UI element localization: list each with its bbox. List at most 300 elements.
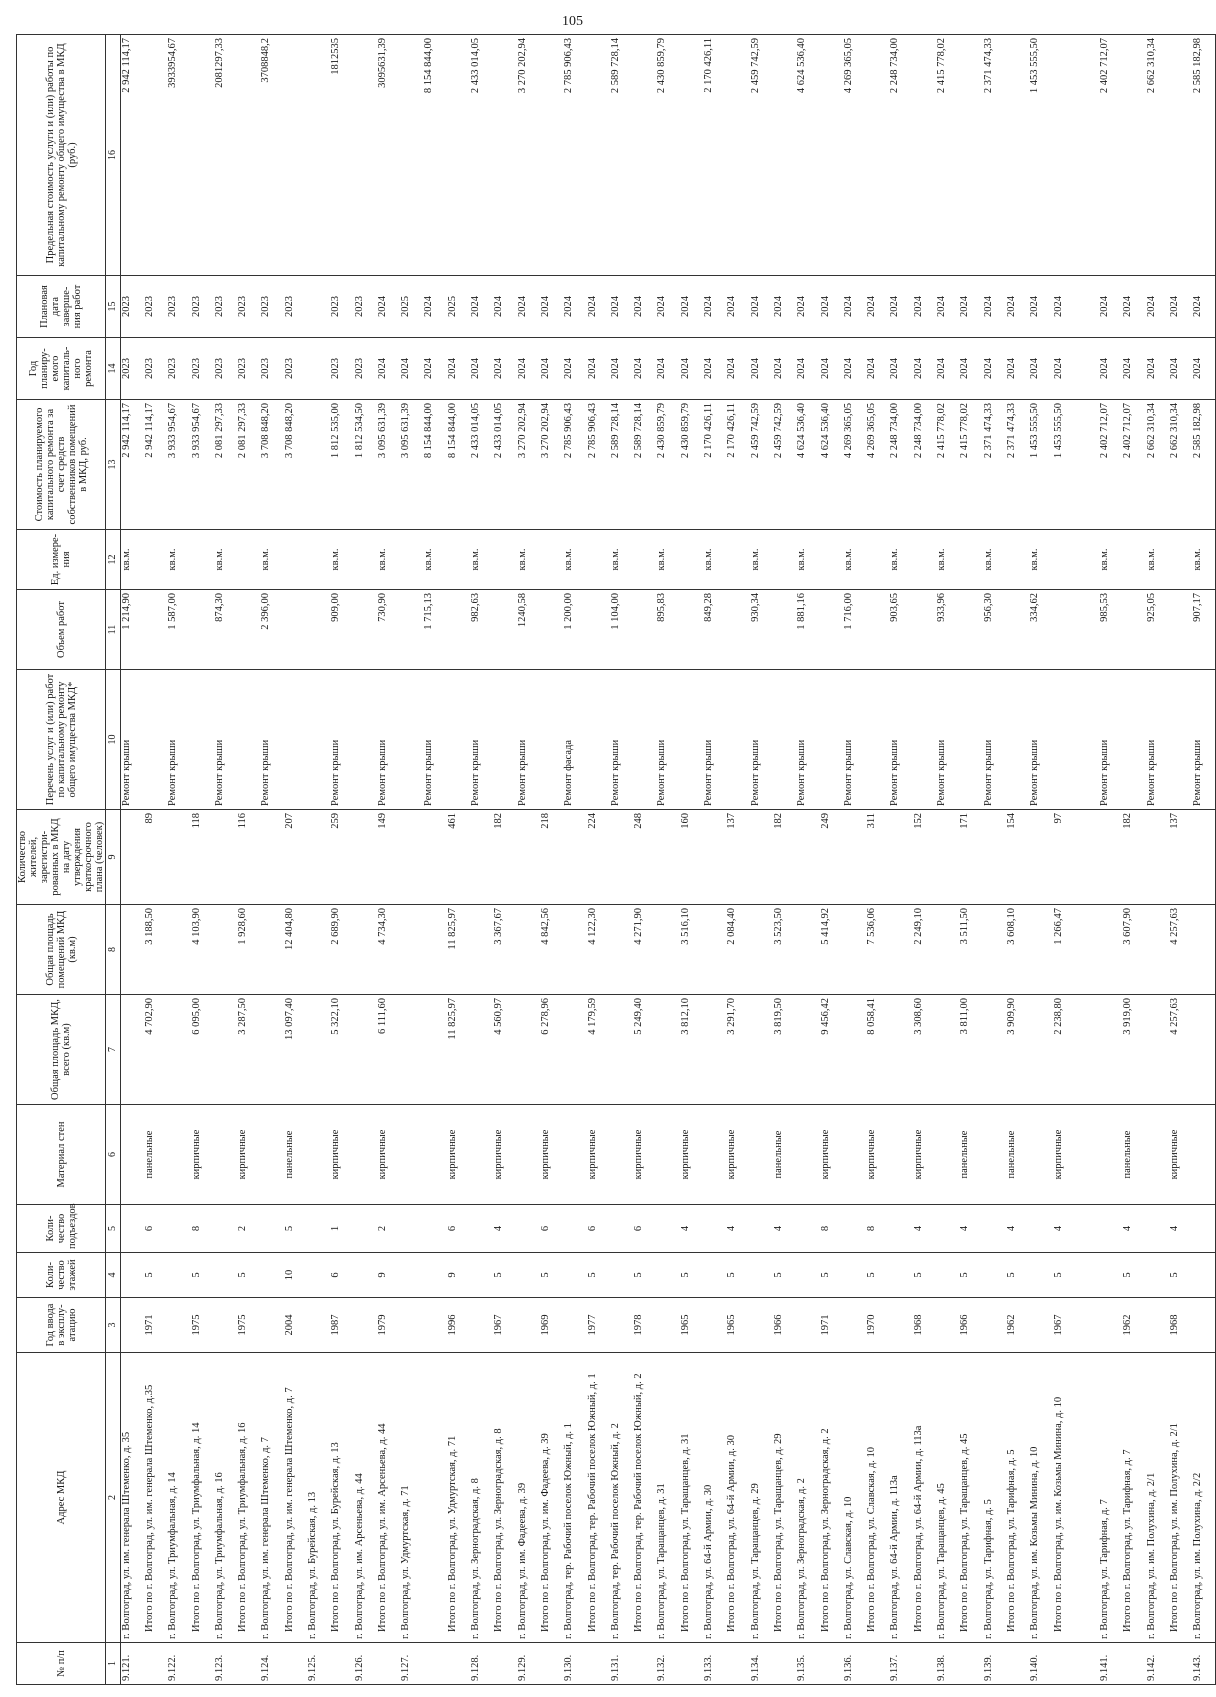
table-cell: 5 <box>540 1253 563 1298</box>
table-cell: 4 <box>680 1205 703 1253</box>
table-cell <box>889 1205 912 1253</box>
table-cell: кирпичные <box>866 1105 889 1205</box>
table-cell: 1 453 555,50 <box>1029 400 1052 530</box>
table-cell <box>1076 400 1099 530</box>
column-number: 5 <box>106 1205 121 1253</box>
table-cell: 2024 <box>1099 276 1122 338</box>
table-cell: г. Волгоград, ул. Таращанцев, д. 31 <box>656 1353 679 1643</box>
table-cell: кв.м. <box>167 530 190 590</box>
table-cell: 2024 <box>796 276 819 338</box>
table-cell: 2023 <box>191 276 214 338</box>
table-cell: Итого по г. Волгоград, ул. Славская, д. 10 <box>866 1353 889 1643</box>
table-cell: 2024 <box>470 276 493 338</box>
table-cell: 249 <box>820 810 843 905</box>
table-cell <box>470 1205 493 1253</box>
table-cell <box>656 1253 679 1298</box>
table-cell: 2 170 426,11 <box>726 400 749 530</box>
table-cell: 3 516,10 <box>680 905 703 995</box>
table-cell <box>447 670 470 810</box>
table-cell: г. Волгоград, ул. Тарифная, д. 7 <box>1099 1353 1122 1643</box>
table-cell <box>167 1105 190 1205</box>
table-row <box>1076 35 1099 1685</box>
table-cell <box>400 530 423 590</box>
table-cell <box>423 1643 446 1685</box>
table-cell: Итого по г. Волгоград, ул. Таращанцев, д. 45 <box>959 1353 982 1643</box>
table-cell: 849,28 <box>703 590 726 670</box>
header-row <box>17 35 106 1685</box>
table-cell: 9.122. <box>167 1643 190 1685</box>
table-cell: 2024 <box>936 338 959 400</box>
table-cell: 4 269 365,05 <box>843 35 866 276</box>
column-number-row <box>106 35 121 1685</box>
table-cell <box>1053 590 1076 670</box>
table-cell: 1 <box>330 1205 353 1253</box>
table-cell: 6 278,96 <box>540 995 563 1105</box>
table-cell <box>796 1105 819 1205</box>
table-cell: 2081297,33 <box>214 35 237 276</box>
table-cell: 2 430 859,79 <box>656 400 679 530</box>
table-cell: Итого по г. Волгоград, ул. Бурейская, д. 13 <box>330 1353 353 1643</box>
table-cell <box>517 1298 540 1353</box>
table-cell <box>284 530 307 590</box>
table-cell: г. Волгоград, тер. Рабочий поселок Южный, д. 1 <box>563 1353 586 1643</box>
table-cell: 8 154 844,00 <box>423 400 446 530</box>
table-cell: 2 433 014,05 <box>470 400 493 530</box>
table-cell <box>1099 1298 1122 1353</box>
table-cell: 930,34 <box>750 590 773 670</box>
table-cell: г. Волгоград, ул. Зерноградская, д. 2 <box>796 1353 819 1643</box>
table-cell <box>167 1205 190 1253</box>
table-cell: 4 271,90 <box>633 905 656 995</box>
table-cell: 2024 <box>866 338 889 400</box>
table-cell <box>1076 530 1099 590</box>
table-cell: Итого по г. Волгоград, ул. им. Фадеева, д. 39 <box>540 1353 563 1643</box>
table-row <box>843 35 866 1685</box>
table-cell: 3 287,50 <box>237 995 260 1105</box>
table-cell: 1 587,00 <box>167 590 190 670</box>
table-cell <box>423 905 446 995</box>
table-cell <box>191 1643 214 1685</box>
table-cell: Ремонт крыши <box>889 670 912 810</box>
table-cell <box>260 810 283 905</box>
table-cell <box>843 905 866 995</box>
table-cell <box>400 905 423 995</box>
table-cell: кирпичные <box>1053 1105 1076 1205</box>
table-cell: 2024 <box>1029 276 1052 338</box>
table-cell <box>1053 670 1076 810</box>
table-cell: 137 <box>1169 810 1192 905</box>
table-cell: 2024 <box>563 276 586 338</box>
table-cell <box>1006 35 1029 276</box>
table-row <box>866 35 889 1685</box>
table-cell <box>121 905 144 995</box>
table-cell <box>563 1298 586 1353</box>
table-cell <box>1169 530 1192 590</box>
table-cell: 3 523,50 <box>773 905 796 995</box>
table-cell: 2024 <box>517 276 540 338</box>
table-cell: 224 <box>587 810 610 905</box>
table-cell <box>400 1253 423 1298</box>
column-header: Год планиру-емого капиталь-ного ремонта <box>17 338 106 400</box>
table-cell <box>959 35 982 276</box>
table-cell: 6 095,00 <box>191 995 214 1105</box>
table-cell <box>936 1105 959 1205</box>
table-cell: 9.142. <box>1146 1643 1169 1685</box>
table-cell: 2 689,90 <box>330 905 353 995</box>
table-cell: 2024 <box>540 276 563 338</box>
table-cell <box>843 995 866 1105</box>
table-cell: 5 <box>866 1253 889 1298</box>
table-cell <box>1146 995 1169 1105</box>
table-cell: 2024 <box>423 276 446 338</box>
table-cell <box>866 670 889 810</box>
table-cell <box>470 1298 493 1353</box>
table-cell: кирпичные <box>587 1105 610 1205</box>
table-cell: 2023 <box>214 276 237 338</box>
table-cell: 1812535 <box>330 35 353 276</box>
table-cell: 2024 <box>633 338 656 400</box>
table-cell: 5 414,92 <box>820 905 843 995</box>
table-cell <box>866 1643 889 1685</box>
table-cell: 2 415 778,02 <box>936 35 959 276</box>
table-cell: 9.130. <box>563 1643 586 1685</box>
table-cell: 207 <box>284 810 307 905</box>
table-cell: 4 <box>1006 1205 1029 1253</box>
table-cell: Ремонт крыши <box>750 670 773 810</box>
table-cell: 1975 <box>237 1298 260 1353</box>
table-cell: 89 <box>144 810 167 905</box>
table-cell: 9.141. <box>1099 1643 1122 1685</box>
table-cell <box>1099 810 1122 905</box>
table-cell: 1962 <box>1006 1298 1029 1353</box>
table-row <box>1169 35 1192 1685</box>
table-cell <box>913 35 936 276</box>
table-row <box>656 35 679 1685</box>
table-cell <box>656 905 679 995</box>
table-cell <box>843 1253 866 1298</box>
table-cell: 1970 <box>866 1298 889 1353</box>
table-cell <box>680 670 703 810</box>
table-cell: 2 589 728,14 <box>610 35 633 276</box>
column-number: 2 <box>106 1353 121 1643</box>
table-cell: 2024 <box>447 338 470 400</box>
table-cell: 4 624 536,40 <box>820 400 843 530</box>
table-cell <box>1192 1253 1215 1298</box>
table-cell: 3 811,00 <box>959 995 982 1105</box>
table-cell: кирпичные <box>540 1105 563 1205</box>
table-cell <box>540 35 563 276</box>
table-cell <box>563 810 586 905</box>
table-cell: 2023 <box>260 276 283 338</box>
table-cell <box>563 905 586 995</box>
table-cell: 4 <box>726 1205 749 1253</box>
capital-repair-table <box>16 34 1216 1685</box>
table-cell: 2 238,80 <box>1053 995 1076 1105</box>
table-cell: 2 785 906,43 <box>587 400 610 530</box>
table-cell: кирпичные <box>377 1105 400 1205</box>
table-cell: 13 097,40 <box>284 995 307 1105</box>
table-cell: 2024 <box>820 276 843 338</box>
table-cell <box>726 530 749 590</box>
table-cell <box>773 670 796 810</box>
table-cell <box>260 1253 283 1298</box>
table-cell: 4 734,30 <box>377 905 400 995</box>
capital-repair-table-rotated <box>16 35 1204 1685</box>
table-cell <box>983 1105 1006 1205</box>
table-row <box>167 35 190 1685</box>
table-cell: 1967 <box>493 1298 516 1353</box>
table-row <box>214 35 237 1685</box>
table-cell: 2 459 742,59 <box>750 400 773 530</box>
table-cell: 2024 <box>959 338 982 400</box>
table-cell <box>913 590 936 670</box>
table-cell <box>656 995 679 1105</box>
table-cell: 2 081 297,33 <box>214 400 237 530</box>
table-row <box>260 35 283 1685</box>
table-cell <box>144 590 167 670</box>
table-cell: 1 266,47 <box>1053 905 1076 995</box>
table-cell <box>843 810 866 905</box>
table-cell <box>936 1298 959 1353</box>
table-cell: Ремонт крыши <box>260 670 283 810</box>
table-cell: 2024 <box>1006 338 1029 400</box>
table-cell <box>1029 1105 1052 1205</box>
table-cell: 5 <box>820 1253 843 1298</box>
table-cell: 9.128. <box>470 1643 493 1685</box>
table-cell <box>400 35 423 276</box>
table-cell: 2024 <box>1006 276 1029 338</box>
table-cell <box>400 1105 423 1205</box>
table-cell: 3 367,67 <box>493 905 516 995</box>
table-cell <box>680 590 703 670</box>
table-cell: кв.м. <box>889 530 912 590</box>
table-cell <box>470 995 493 1105</box>
table-cell: 9.123. <box>214 1643 237 1685</box>
table-cell: 1 104,00 <box>610 590 633 670</box>
table-cell <box>610 1298 633 1353</box>
table-cell: 182 <box>773 810 796 905</box>
table-cell: 2024 <box>377 276 400 338</box>
column-header: Год ввода в эксплу-атацию <box>17 1298 106 1353</box>
table-cell <box>1076 1205 1099 1253</box>
table-cell: 1 453 555,50 <box>1029 35 1052 276</box>
table-cell: кв.м. <box>423 530 446 590</box>
column-number: 14 <box>106 338 121 400</box>
table-cell <box>284 590 307 670</box>
table-cell <box>983 1205 1006 1253</box>
table-cell <box>237 35 260 276</box>
table-cell: 895,83 <box>656 590 679 670</box>
table-cell: кв.м. <box>377 530 400 590</box>
table-cell: 2 371 474,33 <box>1006 400 1029 530</box>
table-cell <box>1146 1298 1169 1353</box>
table-cell <box>773 530 796 590</box>
table-cell: 2 170 426,11 <box>703 35 726 276</box>
table-cell <box>423 995 446 1105</box>
table-cell <box>936 1253 959 1298</box>
table-cell: 5 <box>1169 1253 1192 1298</box>
table-cell: 4 <box>493 1205 516 1253</box>
table-cell <box>121 810 144 905</box>
table-cell <box>167 1253 190 1298</box>
table-cell: кирпичные <box>633 1105 656 1205</box>
table-cell <box>1029 905 1052 995</box>
table-cell <box>610 1253 633 1298</box>
table-body <box>121 35 1216 1685</box>
table-cell <box>1076 1353 1099 1643</box>
table-cell <box>983 810 1006 905</box>
table-row <box>493 35 516 1685</box>
table-row <box>284 35 307 1685</box>
table-cell: 2024 <box>703 276 726 338</box>
table-cell: кв.м. <box>517 530 540 590</box>
table-cell: кирпичные <box>330 1105 353 1205</box>
table-row <box>936 35 959 1685</box>
table-cell <box>1076 1253 1099 1298</box>
table-row <box>307 35 330 1685</box>
table-row <box>237 35 260 1685</box>
table-cell: 2024 <box>493 276 516 338</box>
table-cell <box>1192 1298 1215 1353</box>
column-number: 12 <box>106 530 121 590</box>
table-cell <box>959 1643 982 1685</box>
table-cell: 5 <box>191 1253 214 1298</box>
table-cell: Итого по г. Волгоград, ул. Тарифная, д. 5 <box>1006 1353 1029 1643</box>
table-row <box>633 35 656 1685</box>
table-cell <box>214 905 237 995</box>
table-cell: г. Волгоград, ул. Триумфальная, д. 14 <box>167 1353 190 1643</box>
table-cell <box>913 1643 936 1685</box>
table-cell <box>680 1643 703 1685</box>
table-cell: 160 <box>680 810 703 905</box>
table-cell <box>1029 1298 1052 1353</box>
table-cell: 1 214,90 <box>121 590 144 670</box>
table-cell: 1966 <box>959 1298 982 1353</box>
table-cell <box>889 1105 912 1205</box>
table-cell: 4 179,59 <box>587 995 610 1105</box>
table-cell <box>354 1105 377 1205</box>
table-cell <box>587 530 610 590</box>
table-cell: 248 <box>633 810 656 905</box>
table-cell <box>237 530 260 590</box>
table-cell: 2 396,00 <box>260 590 283 670</box>
table-cell <box>330 1643 353 1685</box>
table-cell: Итого по г. Волгоград, ул. Таращанцев, д. 29 <box>773 1353 796 1643</box>
table-cell: 2 459 742,59 <box>773 400 796 530</box>
table-cell: кв.м. <box>936 530 959 590</box>
table-row <box>983 35 1006 1685</box>
table-cell <box>447 35 470 276</box>
table-cell <box>214 995 237 1105</box>
table-cell <box>936 905 959 995</box>
table-cell: 6 <box>144 1205 167 1253</box>
table-cell: 1968 <box>913 1298 936 1353</box>
table-cell: 2 942 114,17 <box>121 35 144 276</box>
table-cell: г. Волгоград, ул. 64-й Армии, д. 113а <box>889 1353 912 1643</box>
table-cell: 1969 <box>540 1298 563 1353</box>
table-cell: кирпичные <box>191 1105 214 1205</box>
table-cell: 9 <box>447 1253 470 1298</box>
table-cell <box>936 995 959 1105</box>
table-cell: 218 <box>540 810 563 905</box>
table-cell: 9.127. <box>400 1643 423 1685</box>
table-cell <box>913 530 936 590</box>
table-cell: 2024 <box>610 276 633 338</box>
table-cell <box>307 530 330 590</box>
table-cell: 1977 <box>587 1298 610 1353</box>
table-cell <box>983 1253 1006 1298</box>
table-cell: кв.м. <box>214 530 237 590</box>
table-cell <box>1169 35 1192 276</box>
table-cell <box>610 1205 633 1253</box>
table-cell <box>796 810 819 905</box>
table-cell: 1 881,16 <box>796 590 819 670</box>
table-cell: 12 404,80 <box>284 905 307 995</box>
table-cell: 9.125. <box>307 1643 330 1685</box>
table-cell: 3708848,2 <box>260 35 283 276</box>
page-number: 105 <box>562 14 583 29</box>
table-cell: 4 560,97 <box>493 995 516 1105</box>
table-cell: 2024 <box>1122 276 1145 338</box>
table-cell <box>493 670 516 810</box>
table-cell: 2 585 182,98 <box>1192 400 1215 530</box>
table-cell: 2 415 778,02 <box>959 400 982 530</box>
table-cell <box>913 670 936 810</box>
table-cell: 3 812,10 <box>680 995 703 1105</box>
table-cell: 3 933 954,67 <box>167 400 190 530</box>
table-row <box>354 35 377 1685</box>
table-cell <box>214 1253 237 1298</box>
table-cell: 5 <box>633 1253 656 1298</box>
table-cell <box>750 995 773 1105</box>
table-cell: 4 <box>1122 1205 1145 1253</box>
table-cell <box>237 590 260 670</box>
table-cell: 2 402 712,07 <box>1099 35 1122 276</box>
table-cell: 2024 <box>843 338 866 400</box>
table-cell <box>1099 1253 1122 1298</box>
table-cell: кв.м. <box>750 530 773 590</box>
table-cell: 1240,58 <box>517 590 540 670</box>
table-cell: 4 842,56 <box>540 905 563 995</box>
table-row <box>1006 35 1029 1685</box>
table-cell: кв.м. <box>1146 530 1169 590</box>
table-cell <box>656 1105 679 1205</box>
table-cell <box>959 590 982 670</box>
table-row <box>470 35 493 1685</box>
table-cell: 8 154 844,00 <box>447 400 470 530</box>
table-row <box>1099 35 1122 1685</box>
table-cell: Ремонт крыши <box>1099 670 1122 810</box>
table-cell <box>703 1205 726 1253</box>
table-cell: 4 702,90 <box>144 995 167 1105</box>
table-cell <box>470 810 493 905</box>
table-cell: 1 716,00 <box>843 590 866 670</box>
table-cell <box>866 35 889 276</box>
table-cell <box>983 905 1006 995</box>
table-cell: г. Волгоград, ул. Триумфальная, д. 16 <box>214 1353 237 1643</box>
table-cell <box>167 810 190 905</box>
table-cell: 5 <box>493 1253 516 1298</box>
table-cell: панельные <box>1006 1105 1029 1205</box>
table-cell: 2 371 474,33 <box>983 35 1006 276</box>
table-cell <box>307 276 330 338</box>
table-cell: панельные <box>773 1105 796 1205</box>
table-cell <box>307 995 330 1105</box>
table-cell: 1 928,60 <box>237 905 260 995</box>
table-cell <box>284 35 307 276</box>
table-cell: 461 <box>447 810 470 905</box>
table-cell: 2024 <box>983 338 1006 400</box>
